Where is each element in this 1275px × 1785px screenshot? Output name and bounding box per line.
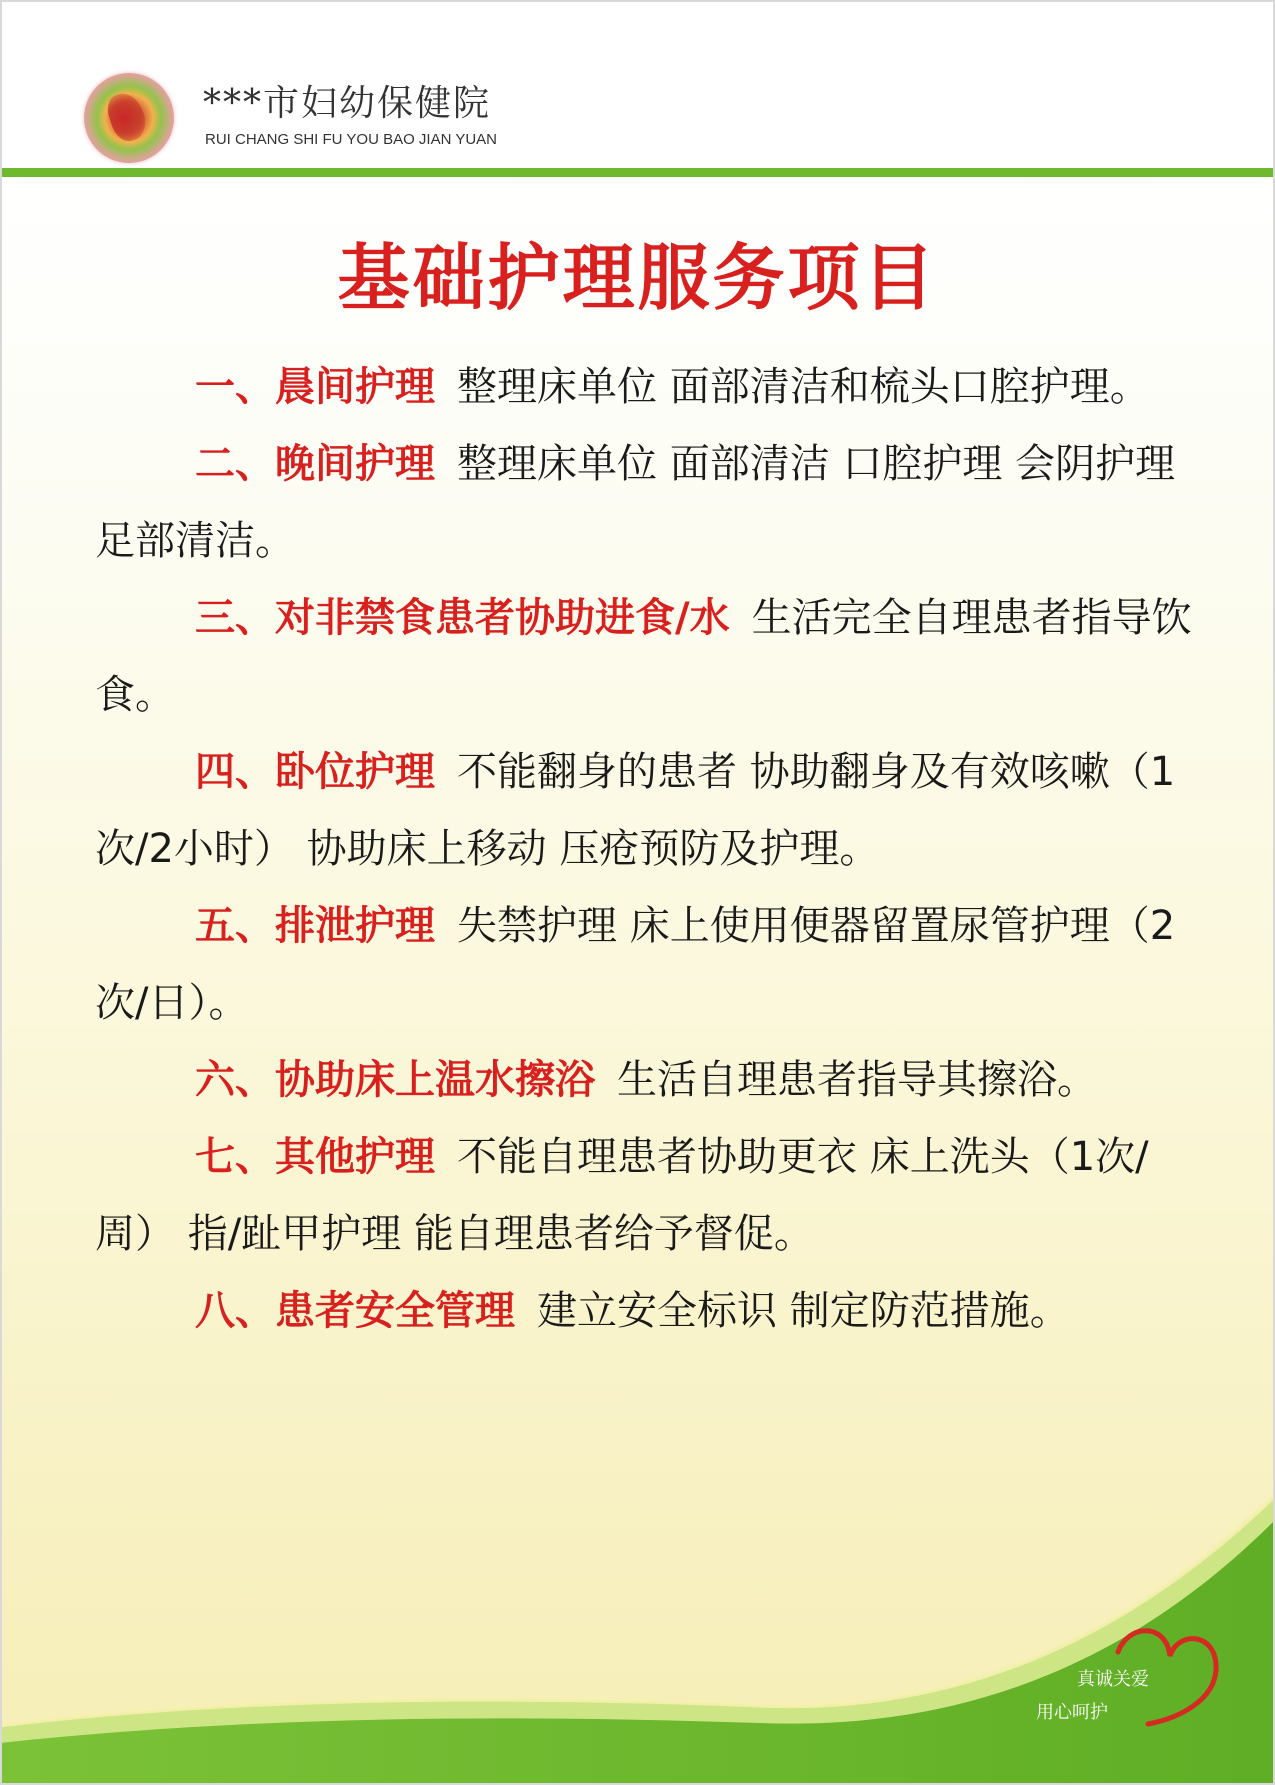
service-item [95,426,1203,580]
service-item [95,1042,1203,1119]
service-item-heading: 一、晨间护理 [195,364,435,410]
org-pinyin: RUI CHANG SHI FU YOU BAO JIAN YUAN [205,131,497,148]
service-item-heading: 六、协助床上温水擦浴 [195,1057,595,1103]
service-item-body: 生活完全自理患者指导饮食。 [95,595,1192,718]
service-item-heading: 四、卧位护理 [195,749,435,795]
slogan-line-1: 真诚关爱 [1077,1669,1149,1690]
service-item-heading: 二、晚间护理 [195,441,435,487]
service-item-body: 整理床单位 面部清洁和梳头口腔护理。 [457,364,1150,410]
service-item [95,580,1203,734]
service-item-body: 失禁护理 床上使用便器留置尿管护理（2次/日）。 [95,903,1176,1026]
service-item [95,1119,1203,1273]
service-item-body: 不能翻身的患者 协助翻身及有效咳嗽（1次/2小时） 协助床上移动 压疮预防及护理。 [95,749,1176,872]
header [0,0,1275,170]
service-item-heading: 七、其他护理 [195,1134,435,1180]
service-item [95,1273,1203,1350]
bottom-wave-decoration [0,1425,1275,1785]
service-item-body: 整理床单位 面部清洁 口腔护理 会阴护理 足部清洁。 [95,441,1176,564]
service-items [95,349,1203,1350]
service-item-body: 不能自理患者协助更衣 床上洗头（1次/周） 指/趾甲护理 能自理患者给予督促。 [95,1134,1149,1257]
page-title: 基础护理服务项目 [337,236,938,320]
service-item-body: 生活自理患者指导其擦浴。 [617,1057,1097,1103]
service-item [95,734,1203,888]
service-item-heading: 三、对非禁食患者协助进食/水 [195,595,730,641]
service-item-heading: 八、患者安全管理 [195,1288,515,1334]
service-item-body: 建立安全标识 制定防范措施。 [537,1288,1070,1334]
org-name: ***市妇幼保健院 [203,83,492,124]
slogan-line-2: 用心呵护 [1036,1702,1108,1723]
header-divider [0,168,1275,177]
service-item-heading: 五、排泄护理 [195,903,435,949]
service-item [95,888,1203,1042]
hospital-logo-icon [84,73,174,163]
service-item [95,349,1203,426]
